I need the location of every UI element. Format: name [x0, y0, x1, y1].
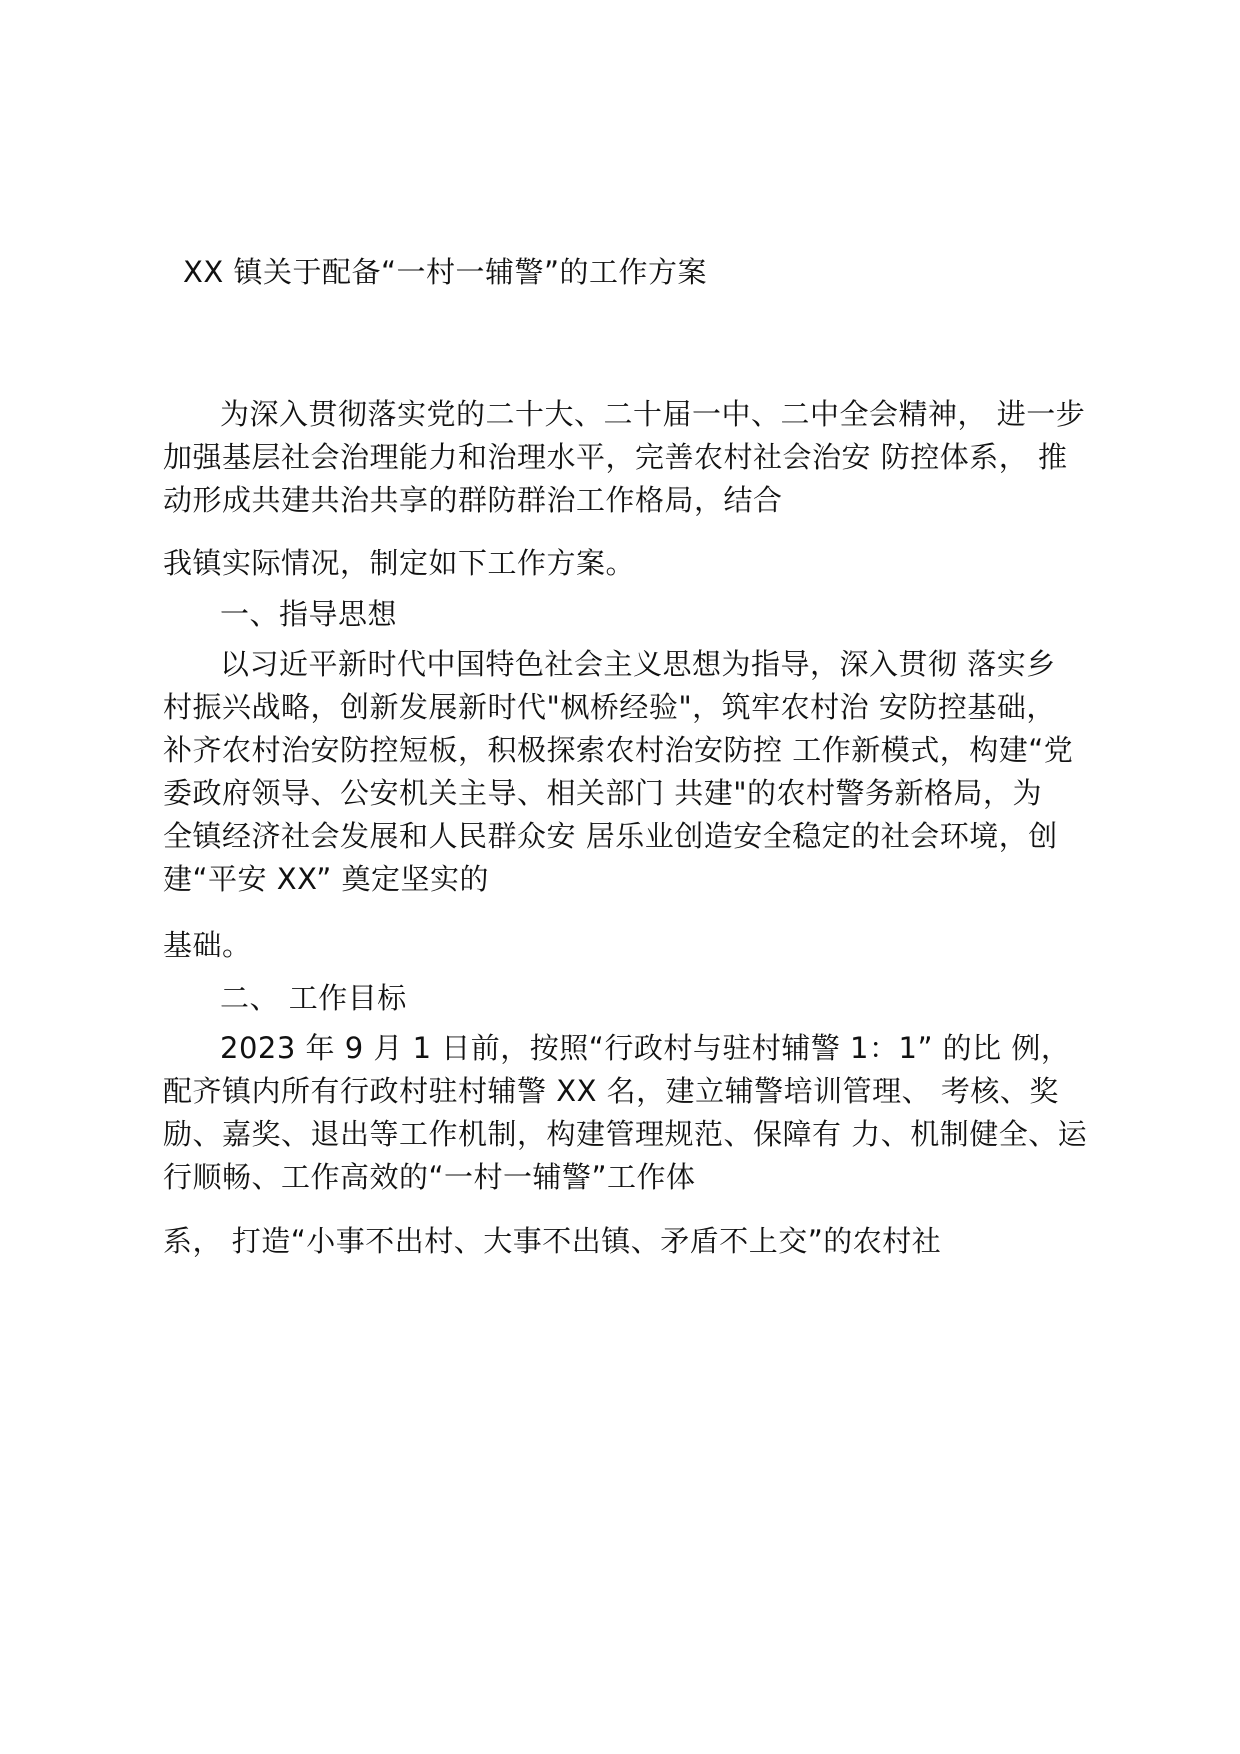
section-heading: 二、 工作目标 — [220, 981, 407, 1015]
paragraph-line: 励、嘉奖、退出等工作机制，构建管理规范、保障有 力、机制健全、运 — [163, 1117, 1088, 1151]
paragraph-line: 动形成共建共治共享的群防群治工作格局，结合 — [163, 483, 783, 517]
paragraph-line: 委政府领导、公安机关主导、相关部门 共建"的农村警务新格局，为 — [163, 776, 1043, 810]
paragraph-line: 系， 打造“小事不出村、大事不出镇、矛盾不上交”的农村社 — [163, 1224, 942, 1258]
paragraph-line: 建“平安 XX” 奠定坚实的 — [163, 862, 490, 896]
paragraph-line: 村振兴战略，创新发展新时代"枫桥经验"，筑牢农村治 安防控基础， — [163, 690, 1056, 724]
paragraph-line: 2023 年 9 月 1 日前，按照“行政村与驻村辅警 1：1” 的比 例， — [220, 1031, 1071, 1065]
paragraph-line: 行顺畅、工作高效的“一村一辅警”工作体 — [163, 1160, 696, 1194]
paragraph-line: 为深入贯彻落实党的二十大、二十届一中、二中全会精神， 进一步 — [220, 397, 1086, 431]
paragraph-line: 加强基层社会治理能力和治理水平，完善农村社会治安 防控体系， 推 — [163, 440, 1068, 474]
paragraph-line: 全镇经济社会发展和人民群众安 居乐业创造安全稳定的社会环境，创 — [163, 819, 1058, 853]
paragraph-line: 我镇实际情况，制定如下工作方案。 — [163, 546, 636, 580]
paragraph-line: 配齐镇内所有行政村驻村辅警 XX 名，建立辅警培训管理、 考核、奖 — [163, 1074, 1059, 1108]
paragraph-line: 补齐农村治安防控短板，积极探索农村治安防控 工作新模式，构建“党 — [163, 733, 1074, 767]
paragraph-line: 以习近平新时代中国特色社会主义思想为指导，深入贯彻 落实乡 — [220, 647, 1056, 681]
section-heading: 一、指导思想 — [220, 597, 398, 631]
paragraph-line: 基础。 — [163, 928, 252, 962]
document-title: XX 镇关于配备“一村一辅警”的工作方案 — [183, 255, 708, 289]
